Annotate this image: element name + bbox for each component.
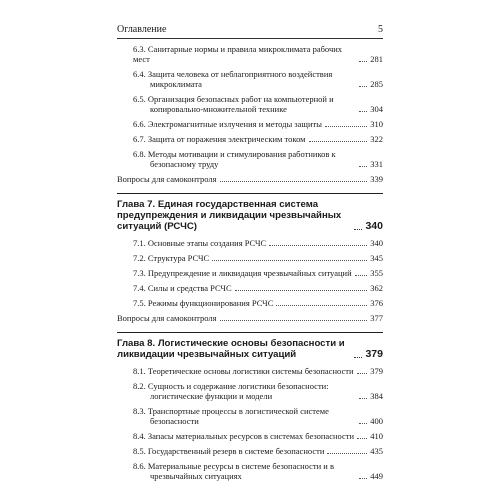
leader-dots (276, 305, 367, 306)
toc-entry-title: 7.2. Структура РСЧС (133, 253, 210, 263)
leader-dots (309, 141, 368, 142)
toc-entry-page: 345 (370, 253, 383, 263)
leader-dots (327, 453, 367, 454)
chapter-8-heading[interactable] (117, 332, 383, 360)
toc-entry-title: 8.1. Теоретические основы логистики системы безопасности (133, 366, 354, 376)
toc-entry-page: 435 (370, 446, 383, 456)
leader-dots (355, 275, 368, 276)
toc-entry-title: 6.8. Методы мотивации и стимулирования работников к безопасному труду (133, 149, 336, 169)
toc-entry-6-3[interactable] (133, 44, 383, 64)
leader-dots (235, 290, 368, 291)
toc-entry-8-4[interactable] (133, 431, 383, 441)
toc-entry-page: 379 (370, 366, 383, 376)
toc-entry-page: 281 (370, 54, 383, 64)
toc-entry-title: 8.2. Сущность и содержание логистики безопасности: логистические функции и модели (133, 381, 329, 401)
toc-entry-page: 376 (370, 298, 383, 308)
leader-dots (354, 357, 362, 358)
toc-entry-title: 6.5. Организация безопасных работ на компьютерной и копировально-множительной технике (133, 94, 334, 114)
leader-dots (359, 398, 367, 399)
toc-entry-page: 410 (370, 431, 383, 441)
toc-entry-title: 8.4. Запасы материальных ресурсов в системах безопасности (133, 431, 355, 441)
toc-entry-page: 340 (370, 238, 383, 248)
toc-entry-8-1[interactable] (133, 366, 383, 376)
leader-dots (220, 181, 368, 182)
toc-entry-7-2[interactable] (133, 253, 383, 263)
toc-entry-page: 355 (370, 268, 383, 278)
toc-entry-page: 331 (370, 159, 383, 169)
toc-entry-7-1[interactable] (133, 238, 383, 248)
leader-dots (359, 86, 367, 87)
running-head-title: Оглавление (117, 24, 167, 35)
toc-entry-title: Вопросы для самоконтроля (117, 174, 217, 184)
toc-entry-page: 310 (370, 119, 383, 129)
toc-entry-questions-7[interactable] (117, 313, 383, 323)
toc-entry-8-6[interactable] (133, 461, 383, 481)
leader-dots (359, 478, 367, 479)
toc-entry-title: 6.4. Защита человека от неблагоприятного воздействия микроклимата (133, 69, 333, 89)
toc-entry-title: 6.3. Санитарные нормы и правила микроклимата рабочих мест (133, 44, 343, 64)
toc-entry-6-5[interactable] (133, 94, 383, 114)
leader-dots (357, 373, 368, 374)
leader-dots (325, 126, 367, 127)
toc-entry-page: 322 (370, 134, 383, 144)
toc-entry-8-3[interactable] (133, 406, 383, 426)
toc-entry-6-4[interactable] (133, 69, 383, 89)
toc-entry-page: 377 (370, 313, 383, 323)
toc-entry-page: 362 (370, 283, 383, 293)
toc-entry-title: 7.4. Силы и средства РСЧС (133, 283, 232, 293)
toc-entry-title: 7.3. Предупреждение и ликвидация чрезвычайных ситуаций (133, 268, 352, 278)
toc-content (117, 44, 383, 486)
toc-entry-7-5[interactable] (133, 298, 383, 308)
toc-entry-7-3[interactable] (133, 268, 383, 278)
leader-dots (354, 229, 362, 230)
leader-dots (359, 423, 367, 424)
toc-entry-6-8[interactable] (133, 149, 383, 169)
chapter-title: Глава 8. Логистические основы безопасности и ликвидации чрезвычайных ситуаций (117, 338, 345, 360)
chapter-title: Глава 7. Единая государственная система предупреждения и ликвидации чрезвычайных ситуаций (РСЧС) (117, 199, 342, 232)
toc-entry-page: 449 (370, 471, 383, 481)
toc-entry-title: 8.5. Государственный резерв в системе безопасности (133, 446, 325, 456)
leader-dots (220, 320, 368, 321)
toc-entry-page: 339 (370, 174, 383, 184)
toc-entry-8-5[interactable] (133, 446, 383, 456)
chapter-page: 340 (365, 220, 383, 232)
leader-dots (359, 166, 367, 167)
leader-dots (212, 260, 367, 261)
leader-dots (359, 111, 367, 112)
chapter-7-heading[interactable] (117, 193, 383, 232)
toc-entry-title: 7.1. Основные этапы создания РСЧС (133, 238, 267, 248)
toc-entry-questions-6[interactable] (117, 174, 383, 184)
leader-dots (359, 61, 367, 62)
running-head (117, 24, 383, 39)
toc-entry-7-4[interactable] (133, 283, 383, 293)
toc-entry-title: 6.6. Электромагнитные излучения и методы защиты (133, 119, 322, 129)
toc-entry-title: Вопросы для самоконтроля (117, 313, 217, 323)
toc-entry-title: 6.7. Защита от поражения электрическим током (133, 134, 306, 144)
toc-entry-page: 304 (370, 104, 383, 114)
leader-dots (269, 245, 367, 246)
toc-entry-title: 7.5. Режимы функционирования РСЧС (133, 298, 274, 308)
page-number: 5 (378, 24, 383, 35)
leader-dots (357, 438, 367, 439)
toc-entry-6-7[interactable] (133, 134, 383, 144)
toc-entry-title: 8.6. Материальные ресурсы в системе безопасности и в чрезвычайных ситуациях (133, 461, 334, 481)
chapter-page: 379 (365, 348, 383, 360)
toc-entry-page: 400 (370, 416, 383, 426)
toc-entry-page: 285 (370, 79, 383, 89)
toc-entry-page: 384 (370, 391, 383, 401)
toc-entry-8-2[interactable] (133, 381, 383, 401)
toc-entry-6-6[interactable] (133, 119, 383, 129)
toc-entry-title: 8.3. Транспортные процессы в логистической системе безопасности (133, 406, 329, 426)
